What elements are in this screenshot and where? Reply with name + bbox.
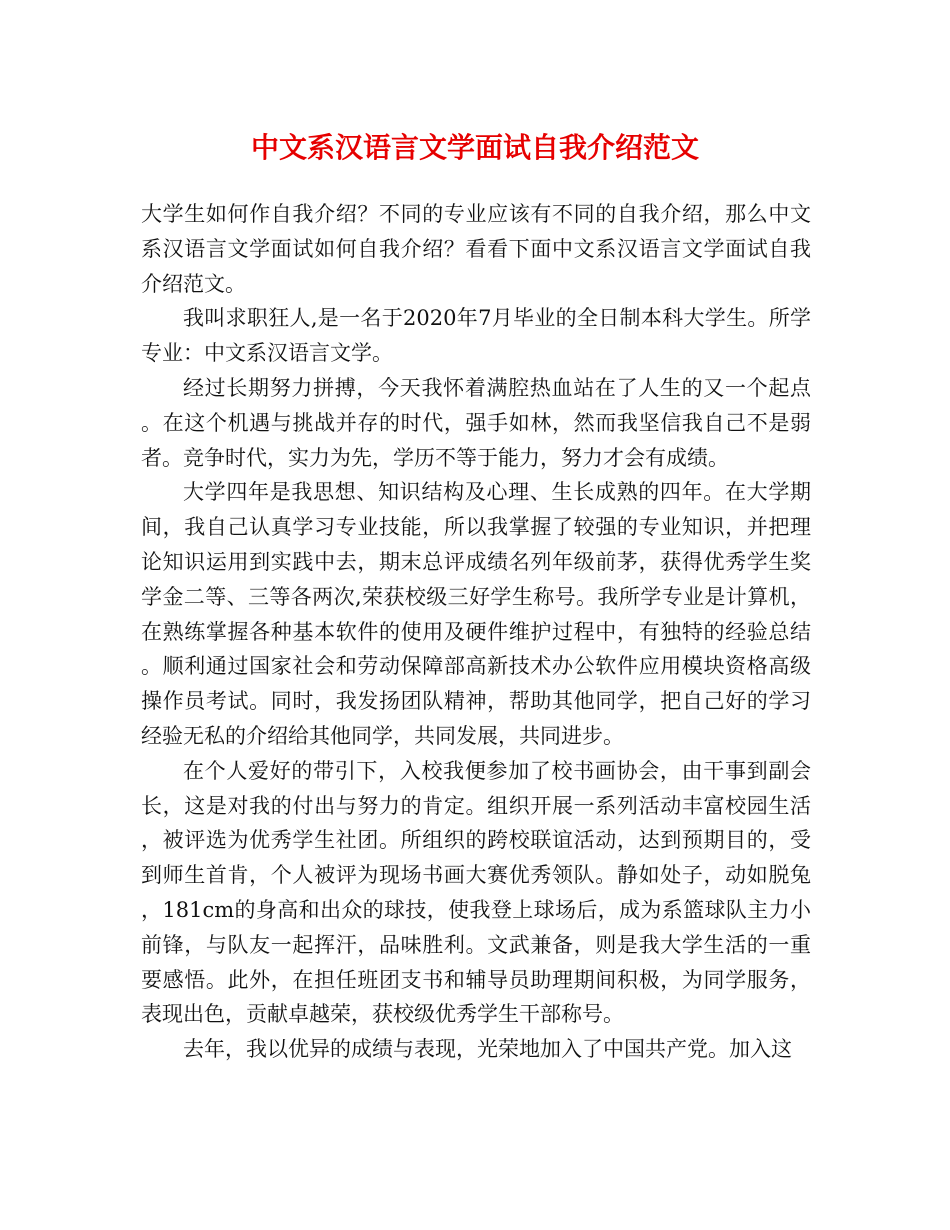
paragraph-self-intro: 我叫求职狂人,是一名于2020年7月毕业的全日制本科大学生。所学专业：中文系汉语言文学。	[141, 306, 811, 366]
document-body	[141, 197, 811, 1067]
paragraph-party: 去年，我以优异的成绩与表现，光荣地加入了中国共产党。加入这	[183, 1037, 792, 1062]
document-title: 中文系汉语言文学面试自我介绍范文	[250, 131, 699, 164]
paragraph-university-years: 大学四年是我思想、知识结构及心理、生长成熟的四年。在大学期间，我自己认真学习专业技能，所以我掌握了较强的专业知识，并把理论知识运用到实践中去，期末总评成绩名列年级前茅，获得优秀学生奖学金二等、三等各两次,荣获校级三好学生称号。我所学专业是计算机，在熟练掌握各种基本软件的使用及硬件维护过程中，有独特的经验总结。顺利通过国家社会和劳动保障部高新技术办公软件应用模块资格高级操作员考试。同时，我发扬团队精神，帮助其他同学，把自己好的学习经验无私的介绍给其他同学，共同发展，共同进步。	[141, 480, 811, 748]
paragraph-hobbies: 在个人爱好的带引下，入校我便参加了校书画协会，由干事到副会长，这是对我的付出与努力的肯定。组织开展一系列活动丰富校园生活，被评选为优秀学生社团。所组织的跨校联谊活动，达到预期目的，受到师生首肯，个人被评为现场书画大赛优秀领队。静如处子，动如脱兔，181cm的身高和出众的球技，使我登上球场后，成为系篮球队主力小前锋，与队友一起挥汗，品味胜利。文武兼备，则是我大学生活的一重要感悟。此外，在担任班团支书和辅导员助理期间积极，为同学服务，表现出色，贡献卓越荣，获校级优秀学生干部称号。	[141, 758, 811, 1027]
paragraph-struggle: 经过长期努力拼搏，今天我怀着满腔热血站在了人生的又一个起点。在这个机遇与挑战并存的时代，强手如林，然而我坚信我自己不是弱者。竞争时代，实力为先，学历不等于能力，努力才会有成绩。	[141, 375, 811, 470]
paragraph-intro: 大学生如何作自我介绍？不同的专业应该有不同的自我介绍，那么中文系汉语言文学面试如何自我介绍？看看下面中文系汉语言文学面试自我介绍范文。	[141, 202, 811, 296]
